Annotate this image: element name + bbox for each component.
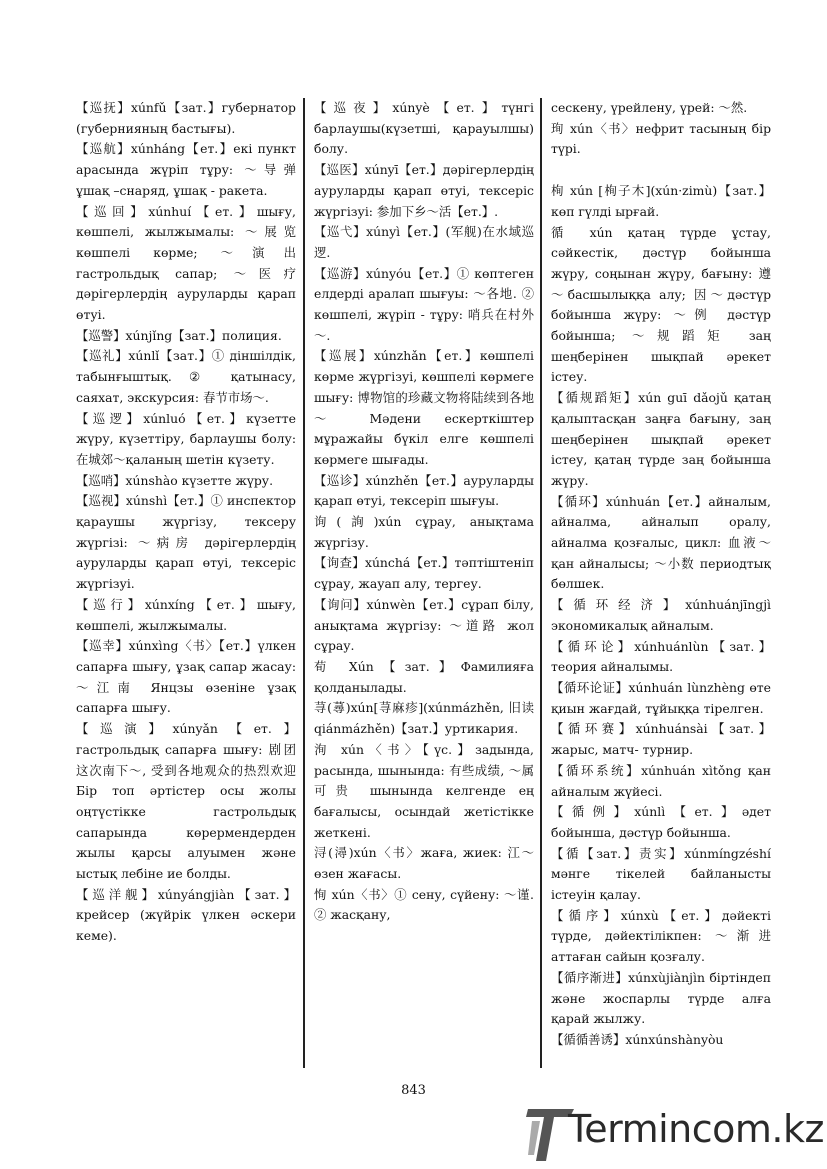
column-divider [303, 98, 305, 1068]
dictionary-entry: 【巡诊】xúnzhěn【ет.】ауруларды қарап өтуі, тексеріп шығуы. [314, 472, 534, 509]
dictionary-entry: 【巡弋】xúnyì【ет.】(军舰)在水域巡逻. [314, 224, 534, 260]
dictionary-entry: 【循环经济】xúnhuánjīngjì экономикалық айналым. [551, 597, 771, 633]
dictionary-entry: 【询问】xúnwèn【ет.】сұрап білу, анықтама жүргізу: ～道路 жол сұрау. [314, 596, 534, 654]
dictionary-entry: 【巡医】xúnyī【ет.】дәрігерлердің ауруларды қарап өтуі, тексеріс жүргізуі: 参加下乡～活【ет.】. [314, 162, 534, 219]
dictionary-entry: 【巡行】xúnxíng【ет.】шығу, көшпелі, жылжымалы. [76, 596, 296, 633]
dictionary-entry: 【巡展】xúnzhǎn【ет.】көшпелі көрме жүргізуі, көшпелі көрмеге шығу: 博物馆的珍藏文物将陆续到各地～ Мәдени ескерткіштер мұражайы бүкіл елге көшпелі көрмеге шығады. [314, 348, 534, 467]
dictionary-entry: 【巡幸】xúnxìng〈书〉【ет.】үлкен сапарға шығу, ұзақ сапар жасау: ～江南 Янцзы өзеніне ұзақ сапарға шығу. [76, 638, 296, 716]
dictionary-entry: 【巡哨】xúnshào күзетте жүру. [76, 472, 274, 488]
dictionary-entry: 【循环】xúnhuán【ет.】айналым, айналма, айналып оралу, айналма қозғалыс, цикл: 血液～қан айналысы; ～小数 периодтық бөлшек. [551, 493, 771, 592]
column-2 [314, 98, 534, 926]
dictionary-entry: 栒 xún [栒子木](xún·zimù)【зат.】көп гүлді ырғай. [551, 183, 771, 219]
dictionary-entry: 恂 xún〈书〉① сену, сүйену: ～谨. ② жасқану, [314, 886, 534, 923]
dictionary-entry: 洵 xún〈书〉【үс.】задында, расында, шынында: 有些成绩, ～属可贵 шынында келгенде ең бағалысы, осындай жетістікке жеткені. [314, 741, 534, 840]
column-3 [551, 98, 771, 1051]
dictionary-entry: 【循环论】xúnhuánlùn【зат.】теория айналымы. [551, 638, 771, 675]
dictionary-entry: 【询查】xúnchá【ет.】тәптіштеніп сұрау, жауап алу, тергеу. [314, 555, 534, 592]
dictionary-entry: 【循循善诱】xúnxúnshànyòu [551, 1031, 724, 1047]
dictionary-entry: 【巡抚】xúnfǔ【зат.】губернатор (губернияның бастығы). [76, 100, 296, 136]
dictionary-entry: 【巡逻】xúnluó【ет.】күзетте жүру, күзеттіру, барлаушы болу: 在城郊～қаланың шетін күзету. [76, 410, 296, 467]
dictionary-entry: 【巡航】xúnháng【ет.】екі пункт арасында жүріп тұру: ～导弹 ұшақ –снаряд, ұшақ - ракета. [76, 141, 296, 198]
dictionary-entry: 荀 Xún【зат.】Фамилияға қолданылады. [314, 658, 534, 695]
dictionary-entry: 【巡夜】xúnyè【ет.】түнгі барлаушы(күзетші, қарауылшы) болу. [314, 100, 534, 157]
blank-line [551, 160, 771, 181]
dictionary-entry: 荨(蕁)xún[荨麻疹](xúnmázhěn, 旧读 qiánmázhěn)【зат.】уртикария. [314, 700, 534, 737]
dictionary-entry: 【巡演】xúnyǎn【ет.】гастрольдық сапарға шығу: 剧团这次南下～, 受到各地观众的热烈欢迎 Бір топ әртістер осы жолы оңтүстікке гастрольдық сапарында көрермендерден жылы қарсы алуымен және ыстық лебіне ие болды. [76, 721, 296, 882]
dictionary-entry: 【循例】xúnlì【ет.】әдет бойынша, дәстүр бойынша. [551, 804, 771, 840]
column-divider [540, 98, 542, 1068]
dictionary-entry: 【循序渐进】xúnxùjiànjìn біртіндеп және жоспарлы түрде алға қарай жылжу. [551, 969, 771, 1027]
dictionary-entry: 【循环系统】xúnhuán xìtǒng қан айналым жүйесі. [551, 762, 771, 799]
dictionary-entry: 珣 xún〈书〉нефрит тасының бір түрі. [551, 120, 771, 157]
dictionary-entry: 【巡游】xúnyóu【ет.】① көптеген елдерді аралап шығуы: ～各地. ② көшпелі, жүріп - тұру: 哨兵在村外～. [314, 265, 534, 343]
watermark-text: Termincom.kz [568, 1107, 824, 1151]
dictionary-entry: 【循【зат.】责实】xúnmíngzéshí мәнге тікелей байланысты істеуін қалау. [551, 845, 771, 903]
dictionary-entry: 【循环论证】xúnhuán lùnzhèng өте қиын жағдай, тұйыққа тірелген. [551, 679, 771, 716]
dictionary-entry: 【巡洋舰】xúnyángjiàn【зат.】крейсер (жүйрік үлкен әскери кеме). [76, 886, 296, 944]
dictionary-entry: 【巡视】xúnshì【ет.】① инспектор қараушы жүргізу, тексеру жүргізі: ～病房 дәрігерлердің ауруларды қарап өтуі, тексеріс жүргізуі. [76, 493, 296, 592]
dictionary-entry: 【巡警】xúnjǐng【зат.】полиция. [76, 327, 282, 343]
dictionary-entry: 【循序】xúnxù【ет.】дәйекті түрде, дәйектілікпен: ～渐进 аттаған сайын қозғалу. [551, 907, 771, 965]
dictionary-entry: 浔(潯)xún〈书〉жаға, жиек: 江～өзен жағасы. [314, 845, 534, 882]
watermark-logo [524, 1101, 824, 1165]
dictionary-entry: 循 xún қатаң түрде ұстау, сәйкестік, дәстүр бойынша жүру, соңынан жүру, бағыну: 遵～басшылыққа алу; 因～дәстүр бойынша жүру: ～例 дәстүр бойынша; ～规蹈矩 заң шеңберінен шықпай әрекет істеу. [551, 224, 771, 385]
dictionary-entry: 【巡回】xúnhuí【ет.】шығу, көшпелі, жылжымалы: ～展览 көшпелі көрме; ～演出 гастрольдық сапар; ～医疗 дәрігерлердің ауруларды қарап өтуі. [76, 203, 296, 323]
dictionary-entry: 询(詢)xún сұрау, анықтама жүргізу. [314, 514, 534, 550]
page-number: 843 [401, 1083, 426, 1098]
dictionary-entry: 【循环赛】xúnhuánsài【зат.】жарыс, матч- турнир. [551, 721, 771, 758]
column-1 [76, 98, 296, 947]
dictionary-entry: сескену, үрейлену, үрей: ～然. [551, 100, 748, 115]
dictionary-entry: 【巡礼】xúnlǐ【зат.】① діншілдік, табынғыштық. ② қатынасу, саяхат, экскурсия: 春节市场～. [76, 348, 296, 405]
dictionary-entry: 【循规蹈矩】xún guī dǎojǔ қатаң қалыптасқан заңға бағыну, заң шеңберінен шықпай әрекет істеу, қатаң түрде заң бойынша жүру. [551, 390, 771, 488]
